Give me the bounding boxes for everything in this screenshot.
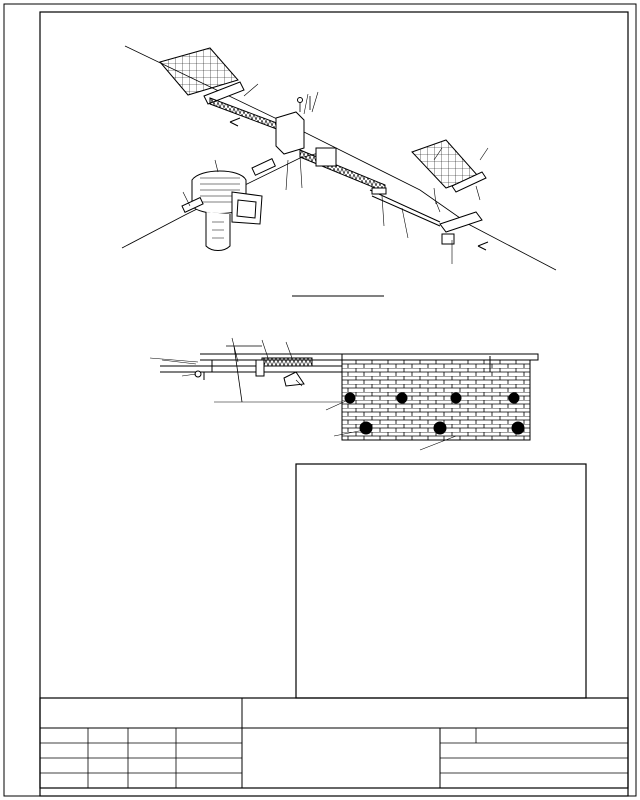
parts-table bbox=[296, 464, 586, 698]
title-block bbox=[40, 698, 628, 788]
rack-strip bbox=[262, 358, 312, 366]
door-wheel-10 bbox=[440, 212, 482, 232]
inner-frame bbox=[40, 12, 628, 796]
motor-2 bbox=[192, 171, 262, 251]
section-view bbox=[150, 338, 538, 450]
gear-seat-4 bbox=[276, 112, 304, 154]
push-rod-9 bbox=[370, 190, 440, 226]
isometric-view bbox=[122, 46, 556, 270]
outer-frame bbox=[4, 4, 636, 796]
